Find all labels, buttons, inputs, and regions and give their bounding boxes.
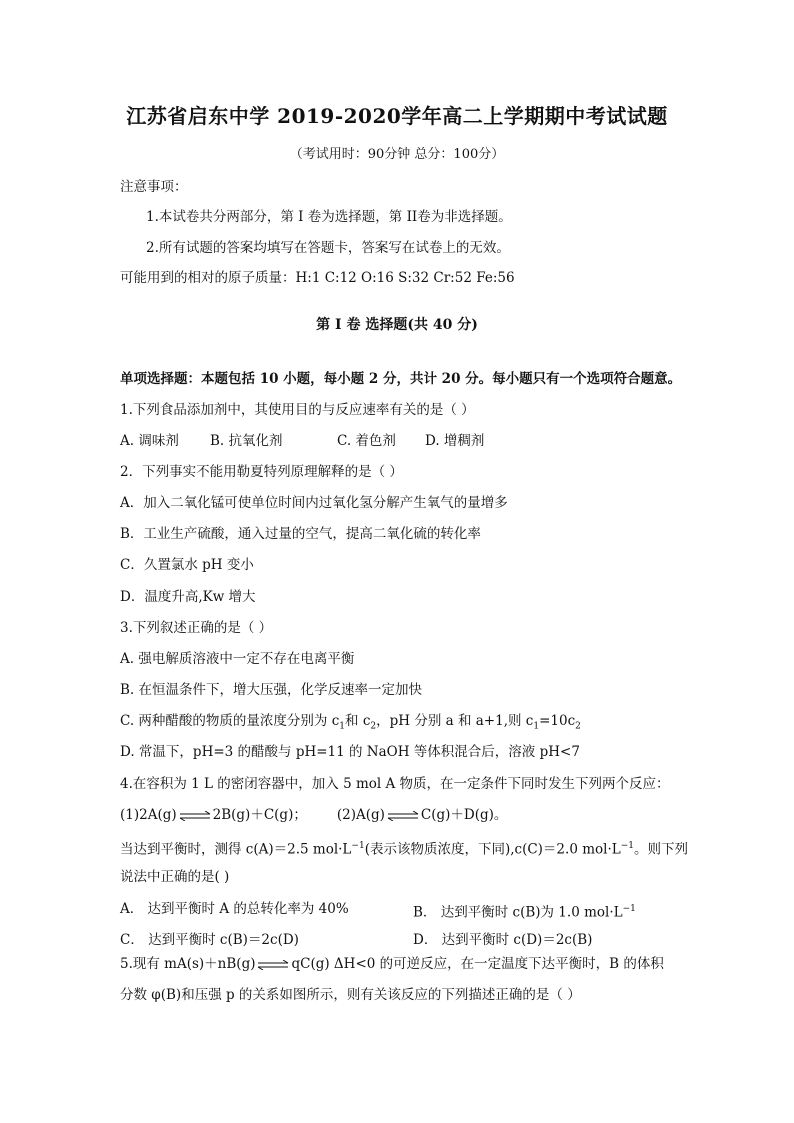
equilibrium-arrow-icon	[179, 811, 211, 821]
question-2-option-b: B．工业生产硫酸，通入过量的空气，提高二氧化硫的转化率	[120, 526, 481, 542]
question-3-stem: 3.下列叙述正确的是（ ）	[120, 620, 273, 636]
question-2-option-d: D．温度升高,Kw 增大	[120, 589, 256, 605]
section-instruction: 单项选择题：本题包括 10 小题，每小题 2 分，共计 20 分。每小题只有一个选项符合题意。	[120, 371, 682, 387]
section-title: 第 I 卷 选择题(共 40 分)	[316, 317, 478, 333]
question-4-stem: 4.在容积为 1 L 的密闭容器中，加入 5 mol A 物质，在一定条件下同时发生下列两个反应：	[120, 776, 670, 792]
question-4-conditions: 当达到平衡时，测得 c(A)＝2.5 $mol\cdot L^{-1}$(表示该物质浓度，下同),c(C)＝2.0 $mol\cdot L^{-1}$。则下列	[120, 841, 688, 858]
question-1-option-a: A. 调味剂	[120, 433, 179, 449]
question-1-option-d: D. 增稠剂	[425, 433, 485, 449]
question-5-line-2: 分数 φ(B)和压强 p 的关系如图所示，则有关该反应的下列描述正确的是（ ）	[120, 987, 581, 1003]
question-4-option-d: D． 达到平衡时 c(D)＝2c(B)	[413, 932, 593, 948]
page-title: 江苏省启东中学 2019-2020学年高二上学期期中考试试题	[126, 104, 668, 128]
question-1-stem: 1.下列食品添加剂中，其使用目的与反应速率有关的是（ ）	[120, 402, 475, 418]
question-1-option-b: B. 抗氧化剂	[210, 433, 283, 449]
question-2-option-c: C．久置氯水 pH 变小	[120, 557, 254, 573]
question-3-option-c: C. 两种醋酸的物质的量浓度分别为 $c_1$和 $c_2$，pH 分别 a 和 a+1,则 $c_1=10c_2$	[120, 713, 581, 732]
question-3-option-b: B. 在恒温条件下，增大压强，化学反速率一定加快	[120, 682, 423, 698]
notes-heading: 注意事项：	[120, 179, 188, 195]
question-4-option-c: C． 达到平衡时 c(B)＝2c(D)	[120, 932, 299, 948]
equilibrium-arrow-icon	[257, 960, 289, 970]
question-5-line-1: 5.现有 mA(s)＋nB(g) qC(g) ΔH<0 的可逆反应，在一定温度下达平衡时，B 的体积	[120, 956, 664, 972]
atomic-masses: 可能用到的相对的原子质量：H:1 C:12 O:16 S:32 Cr:52 Fe:56	[120, 270, 515, 286]
exam-subtitle: （考试用时：90分钟 总分：100分）	[289, 147, 505, 162]
question-4-option-b: B． 达到平衡时 c(B)为 1.0 $mol\cdot L^{-1}$	[413, 904, 636, 921]
question-3-option-d: D. 常温下，pH=3 的醋酸与 pH=11 的 NaOH 等体积混合后，溶液 pH<7	[120, 744, 580, 760]
question-4-prompt: 说法中正确的是( )	[120, 869, 230, 885]
note-item: 1.本试卷共分两部分，第 I 卷为选择题，第 II卷为非选择题。	[146, 209, 512, 225]
question-2-option-a: A．加入二氧化锰可使单位时间内过氧化氢分解产生氧气的量增多	[120, 495, 508, 511]
note-item: 2.所有试题的答案均填写在答题卡，答案写在试卷上的无效。	[146, 240, 510, 256]
question-2-stem: 2．下列事实不能用勒夏特列原理解释的是（ ）	[120, 464, 403, 480]
question-3-option-a: A. 强电解质溶液中一定不存在电离平衡	[120, 651, 355, 667]
question-4-reactions: (1)2A(g) 2B(g)＋C(g)； (2)A(g) C(g)＋D(g)。	[120, 807, 508, 823]
question-1-option-c: C. 着色剂	[337, 433, 396, 449]
equilibrium-arrow-icon	[387, 811, 419, 821]
question-4-option-a: A． 达到平衡时 A 的总转化率为 40%	[120, 901, 349, 917]
